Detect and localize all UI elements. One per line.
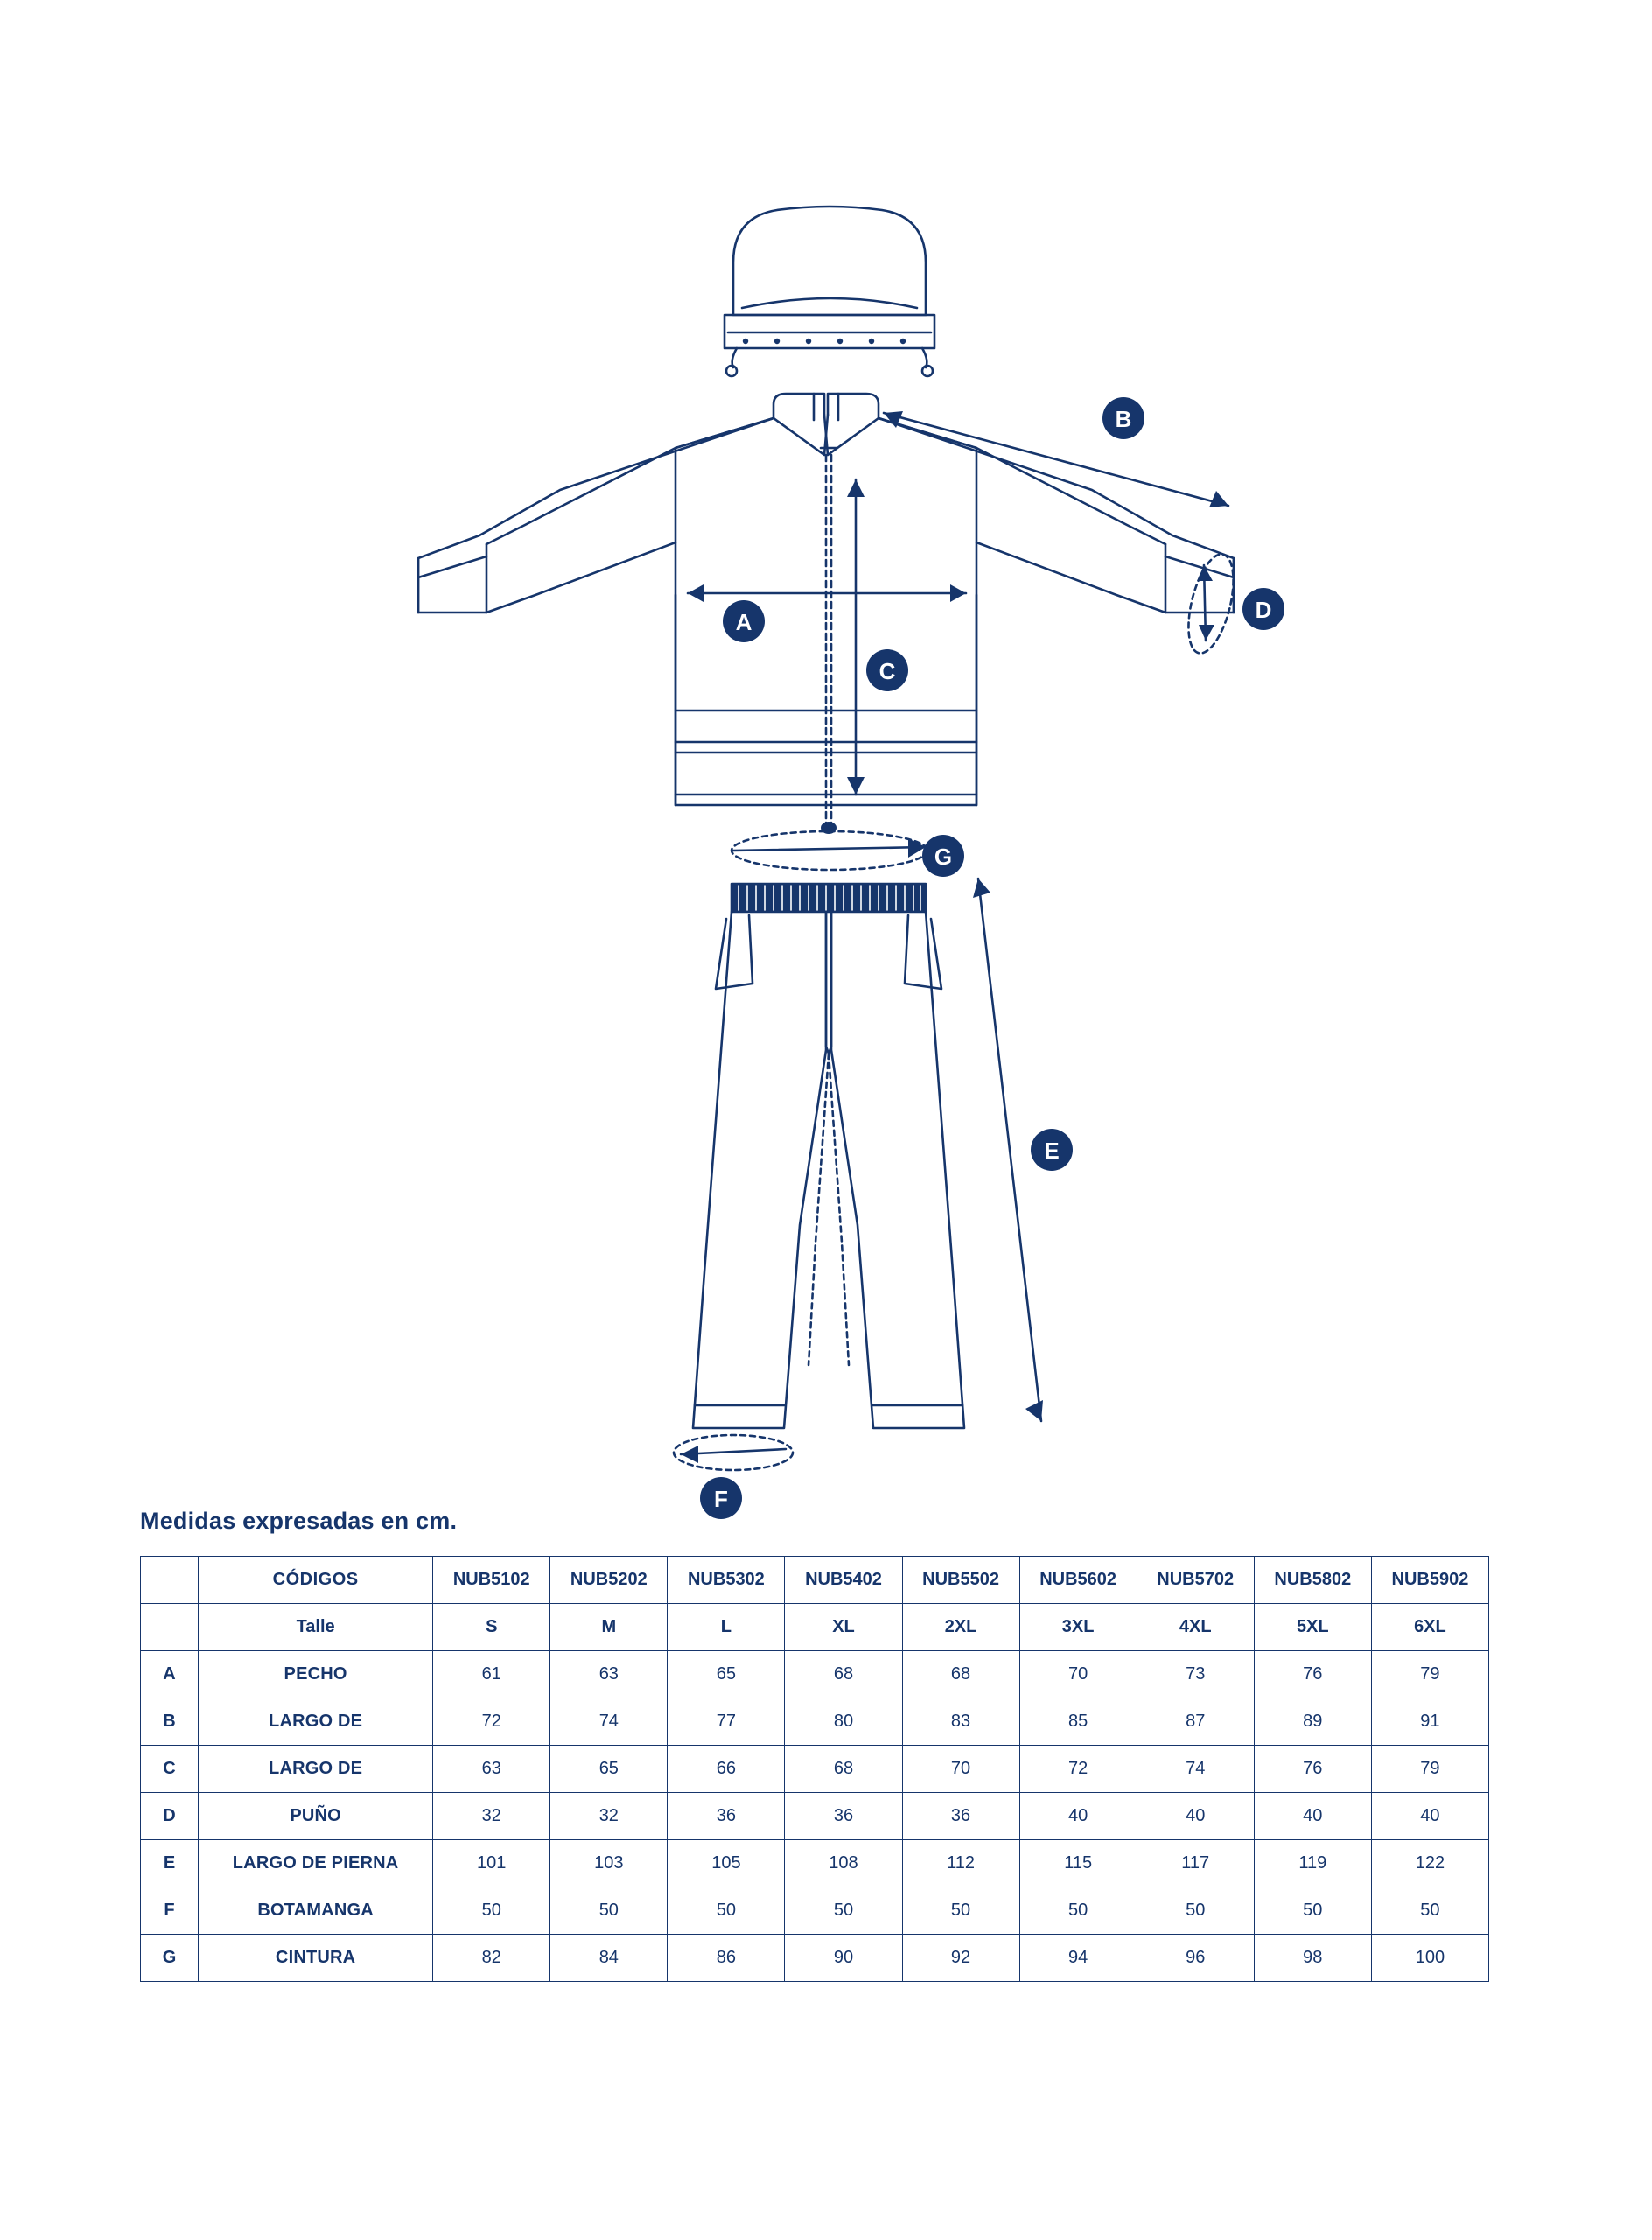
row-value: 86 xyxy=(668,1935,785,1982)
pants-illustration xyxy=(693,884,964,1428)
row-value: 119 xyxy=(1254,1840,1371,1887)
corner-cell xyxy=(141,1557,199,1604)
row-value: 68 xyxy=(785,1651,902,1698)
code-cell: NUB5402 xyxy=(785,1557,902,1604)
row-letter: A xyxy=(141,1651,199,1698)
row-name: LARGO DE xyxy=(199,1698,433,1746)
row-value: 70 xyxy=(902,1746,1019,1793)
size-cell: M xyxy=(550,1604,668,1651)
size-cell: 5XL xyxy=(1254,1604,1371,1651)
row-value: 100 xyxy=(1371,1935,1488,1982)
row-value: 40 xyxy=(1019,1793,1137,1840)
row-value: 101 xyxy=(433,1840,550,1887)
row-value: 65 xyxy=(550,1746,668,1793)
row-value: 76 xyxy=(1254,1651,1371,1698)
code-cell: NUB5502 xyxy=(902,1557,1019,1604)
table-row xyxy=(141,1651,1489,1698)
row-value: 73 xyxy=(1137,1651,1254,1698)
row-value: 84 xyxy=(550,1935,668,1982)
row-value: 40 xyxy=(1137,1793,1254,1840)
row-value: 63 xyxy=(433,1746,550,1793)
size-cell: S xyxy=(433,1604,550,1651)
row-value: 50 xyxy=(1254,1887,1371,1935)
row-value: 122 xyxy=(1371,1840,1488,1887)
row-letter: B xyxy=(141,1698,199,1746)
row-name: CINTURA xyxy=(199,1935,433,1982)
row-letter: D xyxy=(141,1793,199,1840)
talle-header: Talle xyxy=(199,1604,433,1651)
hood-illustration xyxy=(724,206,934,376)
size-cell: XL xyxy=(785,1604,902,1651)
callout-a xyxy=(723,600,765,642)
callout-c xyxy=(866,649,908,691)
svg-text:B: B xyxy=(1115,406,1132,432)
size-table xyxy=(140,1556,1489,1982)
row-value: 72 xyxy=(433,1698,550,1746)
measurement-units-caption: Medidas expresadas en cm. xyxy=(140,1508,458,1534)
row-value: 50 xyxy=(902,1887,1019,1935)
row-value: 72 xyxy=(1019,1746,1137,1793)
row-value: 80 xyxy=(785,1698,902,1746)
row-value: 103 xyxy=(550,1840,668,1887)
table-row-sizes xyxy=(141,1604,1489,1651)
row-value: 61 xyxy=(433,1651,550,1698)
row-letter: G xyxy=(141,1935,199,1982)
row-letter: E xyxy=(141,1840,199,1887)
row-value: 70 xyxy=(1019,1651,1137,1698)
row-value: 87 xyxy=(1137,1698,1254,1746)
callout-g xyxy=(922,835,964,877)
code-cell: NUB5702 xyxy=(1137,1557,1254,1604)
row-value: 36 xyxy=(785,1793,902,1840)
size-cell: 2XL xyxy=(902,1604,1019,1651)
row-value: 79 xyxy=(1371,1651,1488,1698)
row-value: 68 xyxy=(785,1746,902,1793)
row-value: 40 xyxy=(1371,1793,1488,1840)
row-value: 94 xyxy=(1019,1935,1137,1982)
row-value: 115 xyxy=(1019,1840,1137,1887)
row-value: 92 xyxy=(902,1935,1019,1982)
callout-d xyxy=(1242,588,1284,630)
row-value: 40 xyxy=(1254,1793,1371,1840)
row-value: 105 xyxy=(668,1840,785,1887)
table-row xyxy=(141,1840,1489,1887)
code-cell: NUB5202 xyxy=(550,1557,668,1604)
row-name: LARGO DE PIERNA xyxy=(199,1840,433,1887)
table-row xyxy=(141,1935,1489,1982)
jacket-illustration xyxy=(418,394,1234,834)
size-cell: 3XL xyxy=(1019,1604,1137,1651)
row-value: 63 xyxy=(550,1651,668,1698)
code-cell: NUB5102 xyxy=(433,1557,550,1604)
table-row xyxy=(141,1793,1489,1840)
svg-text:A: A xyxy=(735,609,752,635)
table-row xyxy=(141,1887,1489,1935)
row-value: 32 xyxy=(433,1793,550,1840)
svg-text:E: E xyxy=(1044,1138,1060,1164)
svg-text:C: C xyxy=(878,658,896,684)
table-row xyxy=(141,1746,1489,1793)
size-cell: 4XL xyxy=(1137,1604,1254,1651)
row-value: 36 xyxy=(668,1793,785,1840)
row-value: 50 xyxy=(668,1887,785,1935)
row-name: LARGO DE xyxy=(199,1746,433,1793)
callout-e xyxy=(1031,1129,1073,1171)
row-value: 50 xyxy=(550,1887,668,1935)
row-value: 66 xyxy=(668,1746,785,1793)
callout-b xyxy=(1102,397,1144,439)
row-value: 117 xyxy=(1137,1840,1254,1887)
table-row xyxy=(141,1698,1489,1746)
row-value: 82 xyxy=(433,1935,550,1982)
size-cell: 6XL xyxy=(1371,1604,1488,1651)
svg-text:D: D xyxy=(1255,597,1272,623)
row-value: 36 xyxy=(902,1793,1019,1840)
code-cell: NUB5902 xyxy=(1371,1557,1488,1604)
row-value: 50 xyxy=(1137,1887,1254,1935)
row-value: 89 xyxy=(1254,1698,1371,1746)
svg-text:G: G xyxy=(934,844,953,870)
row-value: 98 xyxy=(1254,1935,1371,1982)
code-cell: NUB5602 xyxy=(1019,1557,1137,1604)
svg-text:F: F xyxy=(714,1486,728,1512)
row-value: 50 xyxy=(1019,1887,1137,1935)
size-cell: L xyxy=(668,1604,785,1651)
codes-header: CÓDIGOS xyxy=(199,1557,433,1604)
row-value: 90 xyxy=(785,1935,902,1982)
row-name: PUÑO xyxy=(199,1793,433,1840)
row-letter: C xyxy=(141,1746,199,1793)
row-value: 79 xyxy=(1371,1746,1488,1793)
row-value: 50 xyxy=(785,1887,902,1935)
row-letter: F xyxy=(141,1887,199,1935)
row-value: 108 xyxy=(785,1840,902,1887)
row-name: PECHO xyxy=(199,1651,433,1698)
row-value: 76 xyxy=(1254,1746,1371,1793)
table-row-codes xyxy=(141,1557,1489,1604)
code-cell: NUB5802 xyxy=(1254,1557,1371,1604)
row-value: 50 xyxy=(1371,1887,1488,1935)
empty-cell xyxy=(141,1604,199,1651)
row-value: 74 xyxy=(1137,1746,1254,1793)
row-value: 68 xyxy=(902,1651,1019,1698)
size-table-container xyxy=(140,1556,1489,1982)
measure-arrows xyxy=(674,411,1242,1470)
callout-f xyxy=(700,1477,742,1519)
row-value: 65 xyxy=(668,1651,785,1698)
row-value: 91 xyxy=(1371,1698,1488,1746)
row-name: BOTAMANGA xyxy=(199,1887,433,1935)
row-value: 85 xyxy=(1019,1698,1137,1746)
code-cell: NUB5302 xyxy=(668,1557,785,1604)
row-value: 50 xyxy=(433,1887,550,1935)
row-value: 77 xyxy=(668,1698,785,1746)
row-value: 112 xyxy=(902,1840,1019,1887)
row-value: 96 xyxy=(1137,1935,1254,1982)
row-value: 74 xyxy=(550,1698,668,1746)
row-value: 83 xyxy=(902,1698,1019,1746)
row-value: 32 xyxy=(550,1793,668,1840)
